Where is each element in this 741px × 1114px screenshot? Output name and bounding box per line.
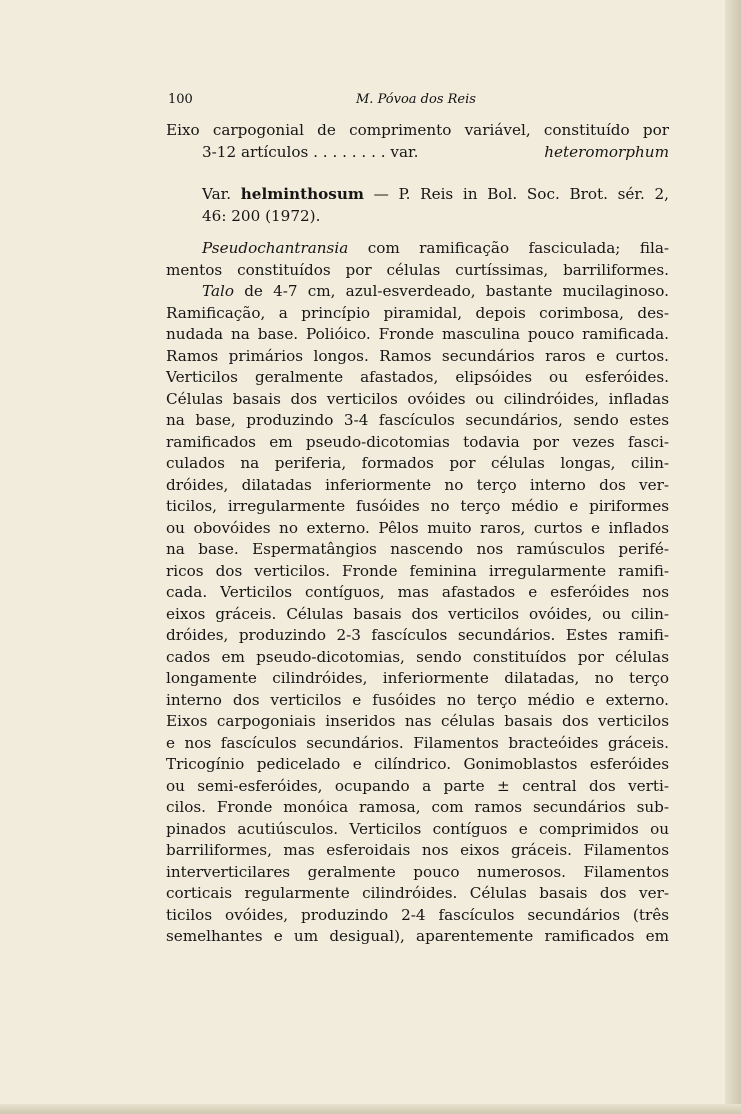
variety-citation: — P. Reis in Bol. Soc. Brot. sér. 2,	[373, 185, 670, 203]
description-line: Ramificação, a princípio piramidal, depois corimbosa, des-	[166, 303, 669, 322]
description-line: na base, produzindo 3-4 fascículos secundários, sendo estes	[166, 411, 669, 429]
description-line: interno dos verticilos e fusóides no terço médio e externo.	[166, 690, 669, 709]
page-edge-shadow	[725, 0, 741, 1114]
key-entry-leader: 3-12 artículos . . . . . . . . var.	[202, 142, 419, 161]
genus-stage-name: Pseudochantransia	[202, 239, 349, 257]
description-line: Tricogínio pedicelado e cilíndrico. Gonimoblastos esferóides	[166, 755, 669, 773]
variety-heading-line-2: 46: 200 (1972).	[202, 206, 321, 225]
description-line: eixos gráceis. Células basais dos verticilos ovóides, ou cilin-	[166, 604, 669, 623]
description-line: culados na periferia, formados por células longas, cilin-	[166, 454, 669, 472]
description-line: barriliformes, mas esferoidais nos eixos gráceis. Filamentos	[166, 841, 669, 859]
talo-term: Talo	[202, 282, 235, 300]
description-line-1: Pseudochantransia com ramificação fasciculada; fila-	[202, 239, 670, 257]
description-line: ticilos, irregularmente fusóides no terço médio e piriformes	[166, 497, 669, 515]
page-header	[168, 92, 668, 114]
description-line: na base. Espermatângios nascendo nos ramúsculos perifé-	[166, 540, 669, 558]
page-number: 100	[168, 92, 193, 107]
description-line-2: mentos constituídos por células curtíssimas, barriliformes.	[166, 260, 669, 279]
variety-prefix: Var.	[202, 185, 232, 203]
running-head-author: M. Póvoa dos Reis	[356, 92, 476, 107]
description-line: semelhantes e um desigual), aparentemente ramificados em	[166, 927, 669, 945]
description-line: cados em pseudo-dicotomias, sendo constituídos por células	[166, 647, 669, 666]
description-line: ramificados em pseudo-dicotomias todavia por vezes fasci-	[166, 432, 669, 451]
description-line: longamente cilindróides, inferiormente dilatadas, no terço	[166, 669, 669, 687]
body-text	[166, 120, 669, 948]
description-line: ou semi-esferóides, ocupando a parte ± central dos verti-	[166, 776, 669, 795]
description-line: ricos dos verticilos. Fronde feminina irregularmente ramifi-	[166, 561, 669, 580]
description-line-3: Talo de 4-7 cm, azul-esverdeado, bastante mucilaginoso.	[202, 282, 669, 300]
description-line: pinados acutiúsculos. Verticilos contíguos e comprimidos ou	[166, 819, 669, 838]
description-line: Células basais dos verticilos ovóides ou cilindróides, infladas	[166, 389, 669, 408]
spacer	[166, 227, 669, 238]
key-entry-line-2	[166, 142, 669, 164]
key-entry-variety-name: heteromorphum	[544, 142, 669, 161]
description-line: dróides, dilatadas inferiormente no terço interno dos ver-	[166, 475, 669, 494]
description-line: interverticilares geralmente pouco numerosos. Filamentos	[166, 862, 669, 881]
variety-name: helminthosum	[240, 185, 364, 203]
description-line: Verticilos geralmente afastados, elipsóides ou esferóides.	[166, 368, 669, 386]
description-line: Eixos carpogoniais inseridos nas células basais dos verticilos	[166, 712, 669, 730]
description-line: ticilos ovóides, produzindo 2-4 fascículos secundários (três	[166, 905, 669, 924]
spacer	[166, 163, 669, 184]
description-line: cada. Verticilos contíguos, mas afastados e esferóides nos	[166, 583, 669, 601]
page-bottom-edge	[0, 1104, 741, 1114]
description-line: ou obovóides no externo. Pêlos muito raros, curtos e inflados	[166, 518, 669, 537]
description-line: Ramos primários longos. Ramos secundários raros e curtos.	[166, 346, 669, 365]
key-entry-line-1: Eixo carpogonial de comprimento variável, constituído por	[166, 121, 669, 139]
description-line: nudada na base. Polióico. Fronde masculina pouco ramificada.	[166, 325, 669, 343]
description-line: dróides, produzindo 2-3 fascículos secundários. Estes ramifi-	[166, 626, 669, 644]
description-line: cilos. Fronde monóica ramosa, com ramos secundários sub-	[166, 798, 669, 816]
description-line: e nos fascículos secundários. Filamentos bracteóides gráceis.	[166, 733, 669, 752]
variety-heading-line-1	[166, 184, 669, 206]
description-line: corticais regularmente cilindróides. Células basais dos ver-	[166, 884, 669, 902]
